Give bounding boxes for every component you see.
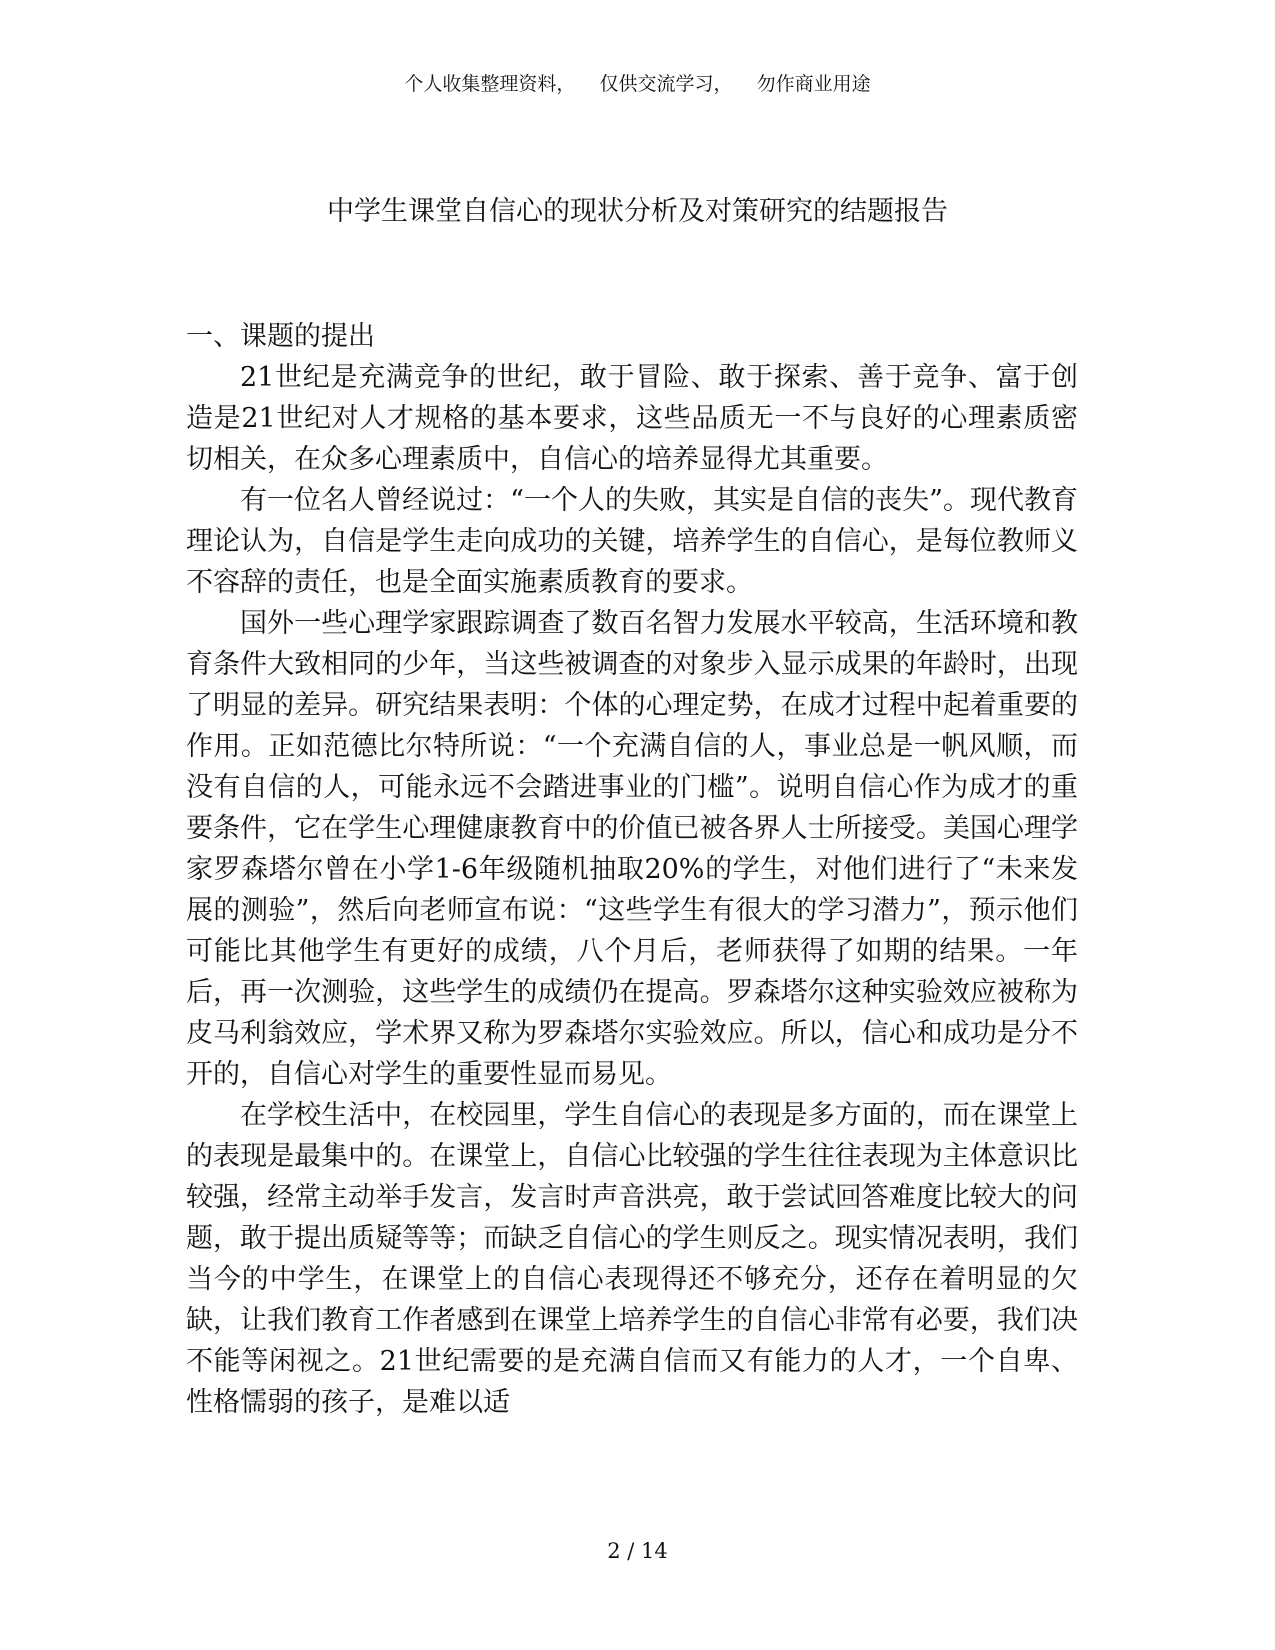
document-body (186, 316, 1078, 1423)
paragraph-4: 在学校生活中，在校园里，学生自信心的表现是多方面的，而在课堂上的表现是最集中的。在课堂上，自信心比较强的学生往往表现为主体意识比较强，经常主动举手发言，发言时声音洪亮，敢于尝试回答难度比较大的问题，敢于提出质疑等等；而缺乏自信心的学生则反之。现实情况表明，我们当今的中学生，在课堂上的自信心表现得还不够充分，还存在着明显的欠缺，让我们教育工作者感到在课堂上培养学生的自信心非常有必要，我们决不能等闲视之。21世纪需要的是充满自信而又有能力的人才，一个自卑、性格懦弱的孩子，是难以适 (186, 1100, 1078, 1418)
paragraph-2: 有一位名人曾经说过：“一个人的失败，其实是自信的丧失”。现代教育理论认为，自信是学生走向成功的关键，培养学生的自信心，是每位教师义不容辞的责任，也是全面实施素质教育的要求。 (186, 485, 1078, 598)
document-title: 中学生课堂自信心的现状分析及对策研究的结题报告 (327, 196, 948, 227)
paragraph-3: 国外一些心理学家跟踪调查了数百名智力发展水平较高，生活环境和教育条件大致相同的少年，当这些被调查的对象步入显示成果的年龄时，出现了明显的差异。研究结果表明：个体的心理定势，在成才过程中起着重要的作用。正如范德比尔特所说：“一个充满自信的人，事业总是一帆风顺，而没有自信的人，可能永远不会踏进事业的门槛”。说明自信心作为成才的重要条件，它在学生心理健康教育中的价值已被各界人士所接受。美国心理学家罗森塔尔曾在小学1-6年级随机抽取20%的学生，对他们进行了“未来发展的测验”，然后向老师宣布说：“这些学生有很大的学习潜力”，预示他们可能比其他学生有更好的成绩，八个月后，老师获得了如期的结果。一年后，再一次测验，这些学生的成绩仍在提高。罗森塔尔这种实验效应被称为皮马利翁效应，学术界又称为罗森塔尔实验效应。所以，信心和成功是分不开的，自信心对学生的重要性显而易见。 (186, 608, 1078, 1090)
section-heading: 一、课题的提出 (186, 321, 375, 352)
page-header: 个人收集整理资料， 仅供交流学习， 勿作商业用途 (404, 73, 871, 95)
paragraph-1: 21世纪是充满竞争的世纪，敢于冒险、敢于探索、善于竞争、富于创造是21世纪对人才规格的基本要求，这些品质无一不与良好的心理素质密切相关，在众多心理素质中，自信心的培养显得尤其重要。 (186, 362, 1078, 475)
page-number: 2 / 14 (607, 1539, 668, 1563)
